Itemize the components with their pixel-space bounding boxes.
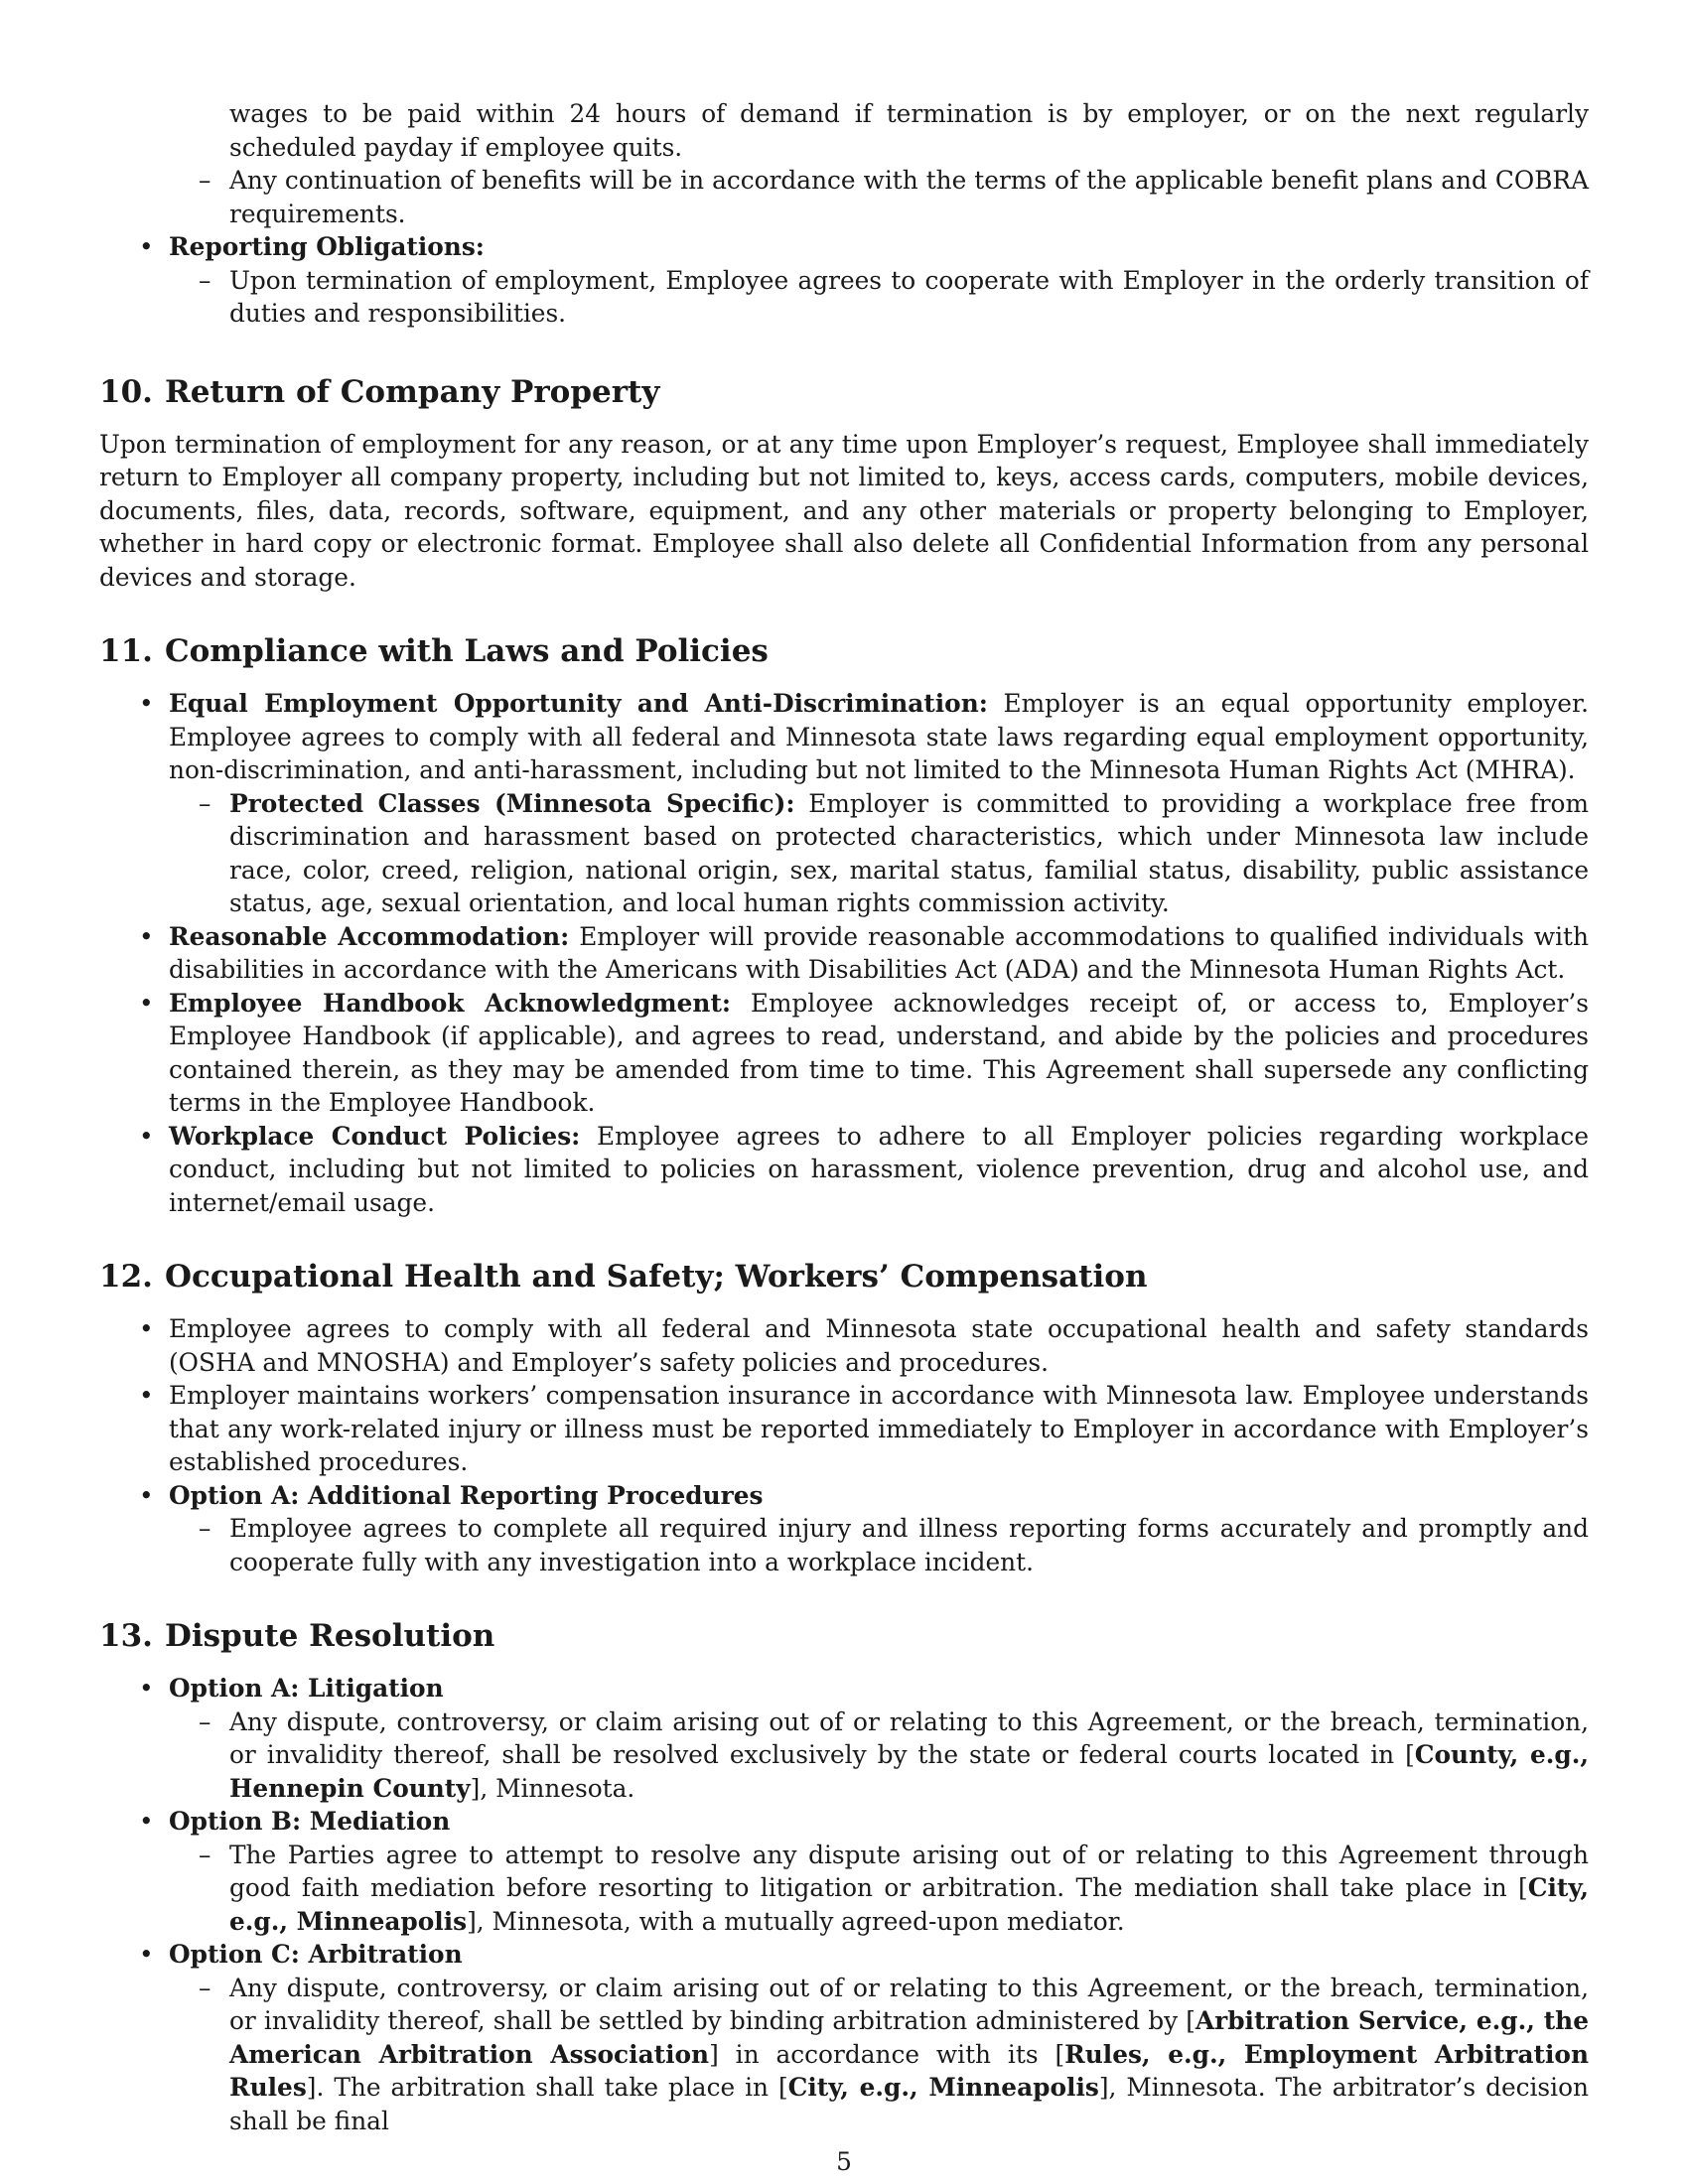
sub-list-item [199,1706,1589,1806]
sub-list [169,1512,1589,1578]
item-text: Employer will provide reasonable accommodations to qualified individuals with disabilities in accordance with the Americans with Disabilities Act (ADA) and the Minnesota Human Rights Act. [169,921,1589,984]
list-item-eeo [139,687,1589,920]
sub-list [169,787,1589,920]
sub-list-text: ]. The arbitration shall take place in [ [306,2073,788,2102]
sub-list-item [199,1839,1589,1939]
sub-list [169,1839,1589,1939]
section-number: 10. [99,373,153,410]
list-item-option-c-arbitration [139,1938,1589,2137]
dash-marker: – [199,788,211,818]
list-item [139,1379,1589,1479]
placeholder-field: County, e.g., Hennepin County [229,1740,1589,1803]
item-label: Protected Classes (Minnesota Specific): [229,788,795,818]
item-label: Option B: Mediation [169,1807,451,1836]
list-item-reasonable-accommodation [139,920,1589,987]
placeholder-field: Arbitration Service, e.g., the American Arbitration Association [229,2006,1589,2069]
bullet-marker: • [139,1314,154,1343]
placeholder-field: City, e.g., Minneapolis [787,2073,1099,2102]
sub-list-text: ], Minnesota. The arbitrator’s decision shall be final [229,2073,1589,2135]
section-title: Compliance with Laws and Policies [164,633,769,669]
sub-list-text: Any dispute, controversy, or claim arising out of or relating to this Agreement, or the breach, termination, or invalidity thereof, shall be settled by binding arbitration administered by [ [229,1973,1589,2035]
dash-marker: – [199,1973,211,2002]
sub-list [169,1972,1589,2138]
section-number: 12. [99,1259,153,1295]
item-label: Reasonable Accommodation: [169,921,570,951]
bullet-marker: • [139,1940,154,1969]
section-title: Return of Company Property [164,373,660,410]
sub-list-text: wages to be paid within 24 hours of demand if termination is by employer, or on the next regularly scheduled payday if employee quits. [229,99,1589,162]
dash-marker: – [199,1706,211,1736]
item-label: Reporting Obligations: [169,232,485,261]
bullet-marker: • [139,1807,154,1836]
list-item-option-a-litigation [139,1672,1589,1805]
sub-list-text: Any dispute, controversy, or claim arising out of or relating to this Agreement, or the breach, termination, or invalidity thereof, shall be resolved exclusively by the state or federal courts located in [ [229,1706,1589,1769]
dash-marker: – [199,1840,211,1869]
sub-list-item [229,97,1589,164]
section-11-list [99,687,1589,1219]
bullet-marker: • [139,689,154,718]
continued-list-item [169,97,1589,230]
document-page [99,97,1589,2137]
sub-list [169,264,1589,331]
sub-list-text: Upon termination of employment, Employee agrees to cooperate with Employer in the orderly transition of duties and responsibilities. [229,265,1589,328]
section-title: Occupational Health and Safety; Workers’ Compensation [164,1259,1148,1295]
placeholder-field: Rules, e.g., Employment Arbitration Rules [229,2039,1589,2102]
list-item-workplace-conduct [139,1120,1589,1220]
item-label: Option A: Additional Reporting Procedures [169,1480,764,1510]
continued-list [99,97,1589,331]
sub-list-text: ], Minnesota. [470,1773,635,1803]
sub-list-item [199,1512,1589,1578]
item-label: Workplace Conduct Policies: [169,1121,581,1151]
placeholder-field: City, e.g., Minneapolis [229,1873,1589,1936]
item-label: Employee Handbook Acknowledgment: [169,988,732,1018]
section-title: Dispute Resolution [164,1618,495,1654]
bullet-marker: • [139,1480,154,1510]
sub-list-text: ] in accordance with its [ [709,2039,1065,2069]
sub-list [169,97,1589,230]
list-item [139,1312,1589,1379]
bullet-marker: • [139,1121,154,1151]
list-item-handbook [139,987,1589,1120]
list-item-reporting-obligations [139,230,1589,331]
section-number: 13. [99,1618,153,1654]
bullet-marker: • [139,232,154,261]
sub-list-item [199,164,1589,230]
section-heading-12 [99,1257,1589,1297]
item-text: Employee acknowledges receipt of, or access to, Employer’s Employee Handbook (if applicable), and agrees to read, understand, and abide by the policies and procedures contained therein, as they may be amended from time to time. This Agreement shall supersede any conflicting terms in the Employee Handbook. [169,988,1589,1117]
dash-marker: – [199,166,211,195]
sub-list [169,1706,1589,1806]
sub-list-text: The Parties agree to attempt to resolve any dispute arising out of or relating to this Agreement through good faith mediation before resorting to litigation or arbitration. The mediation shall take place in [ [229,1840,1589,1902]
item-text: Employer maintains workers’ compensation insurance in accordance with Minnesota law. Employee understands that any work-related injury or illness must be reported immediately to Employer in accordance with Employer’s established procedures. [169,1381,1589,1476]
item-text: Employee agrees to adhere to all Employer policies regarding workplace conduct, including but not limited to policies on harassment, violence prevention, drug and alcohol use, and internet/email usage. [169,1121,1589,1217]
dash-marker: – [199,265,211,295]
section-13-list [99,1672,1589,2137]
bullet-marker: • [139,921,154,951]
item-label: Option C: Arbitration [169,1940,463,1969]
sub-list-item [199,264,1589,331]
sub-list-item [199,1972,1589,2138]
sub-list-text: Any continuation of benefits will be in accordance with the terms of the applicable benefit plans and COBRA requirements. [229,166,1589,228]
item-text: Employer is committed to providing a workplace free from discrimination and harassment based on protected characteristics, which under Minnesota law include race, color, creed, religion, national origin, sex, marital status, familial status, disability, public assistance status, age, sexual orientation, and local human rights commission activity. [229,788,1589,917]
item-text: Employer is an equal opportunity employer. Employee agrees to comply with all federal and Minnesota state laws regarding equal employment opportunity, non-discrimination, and anti-harassment, including but not limited to the Minnesota Human Rights Act (MHRA). [169,689,1589,784]
section-heading-13 [99,1616,1589,1656]
sub-list-text: Employee agrees to complete all required injury and illness reporting forms accurately and promptly and cooperate fully with any investigation into a workplace incident. [229,1514,1589,1576]
list-item-option-b-mediation [139,1805,1589,1938]
section-10-body: Upon termination of employment for any reason, or at any time upon Employer’s request, Employee shall immediately return to Employer all company property, including but not limited to, keys, access cards, computers, mobile devices, documents, files, data, records, software, equipment, and any other materials or property belonging to Employer, whether in hard copy or electronic format. Employee shall also delete all Confidential Information from any personal devices and storage. [99,429,1589,592]
section-heading-10 [99,372,1589,412]
dash-marker: – [199,1514,211,1543]
item-text: Employee agrees to comply with all federal and Minnesota state occupational health and safety standards (OSHA and MNOSHA) and Employer’s safety policies and procedures. [169,1314,1589,1377]
item-label: Equal Employment Opportunity and Anti-Discrimination: [169,689,988,718]
page-number: 5 [836,2147,852,2176]
sub-list-item-protected-classes [199,787,1589,920]
list-item-option-a [139,1479,1589,1579]
section-heading-11 [99,631,1589,671]
item-label: Option A: Litigation [169,1674,444,1703]
bullet-marker: • [139,988,154,1018]
sub-list-text: ], Minnesota, with a mutually agreed-upon mediator. [467,1906,1125,1936]
bullet-marker: • [139,1381,154,1410]
section-number: 11. [99,633,153,669]
section-12-list [99,1312,1589,1578]
bullet-marker: • [139,1674,154,1703]
